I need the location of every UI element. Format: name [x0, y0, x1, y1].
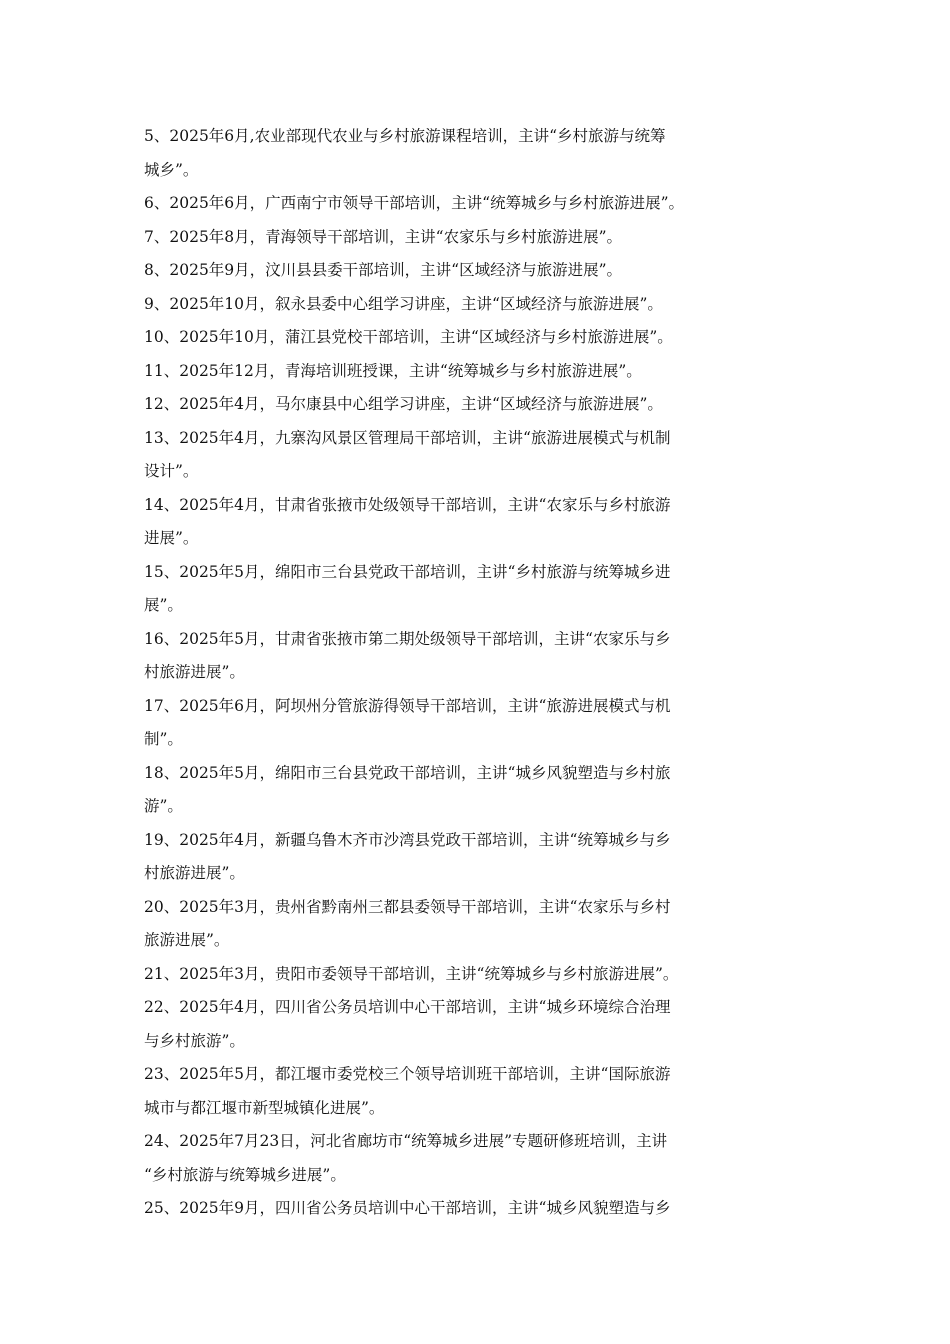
- text-line: 与乡村旅游”。: [144, 1031, 245, 1050]
- text-line: 6、2025年6月，广西南宁市领导干部培训，主讲“统筹城乡与乡村旅游进展”。: [144, 194, 685, 212]
- text-line: 15、2025年5月，绵阳市三台县党政干部培训，主讲“乡村旅游与统筹城乡进: [144, 562, 671, 581]
- text-line: 8、2025年9月，汶川县县委干部培训，主讲“区域经济与旅游进展”。: [144, 261, 623, 279]
- text-line: 12、2025年4月，马尔康县中心组学习讲座，主讲“区域经济与旅游进展”。: [144, 395, 663, 413]
- text-line: 7、2025年8月，青海领导干部培训，主讲“农家乐与乡村旅游进展”。: [144, 227, 623, 246]
- text-line: 9、2025年10月，叙永县委中心组学习讲座，主讲“区域经济与旅游进展”。: [144, 294, 663, 313]
- text-line: “乡村旅游与统筹城乡进展”。: [144, 1165, 346, 1184]
- text-line: 23、2025年5月，都江堰市委党校三个领导培训班干部培训，主讲“国际旅游: [144, 1065, 671, 1083]
- text-line: 14、2025年4月，甘肃省张掖市处级领导干部培训，主讲“农家乐与乡村旅游: [144, 495, 671, 514]
- text-line: 制”。: [144, 730, 183, 748]
- text-line: 村旅游进展”。: [144, 864, 245, 882]
- text-line: 18、2025年5月，绵阳市三台县党政干部培训，主讲“城乡风貌塑造与乡村旅: [144, 763, 671, 782]
- text-line: 13、2025年4月，九寨沟风景区管理局干部培训，主讲“旅游进展模式与机制: [144, 428, 671, 447]
- text-line: 16、2025年5月，甘肃省张掖市第二期处级领导干部培训，主讲“农家乐与乡: [144, 629, 671, 648]
- text-line: 20、2025年3月，贵州省黔南州三都县委领导干部培训，主讲“农家乐与乡村: [144, 897, 671, 916]
- text-line: 21、2025年3月，贵阳市委领导干部培训，主讲“统筹城乡与乡村旅游进展”。: [144, 964, 679, 983]
- document-body: [144, 120, 744, 1259]
- text-line: 22、2025年4月，四川省公务员培训中心干部培训，主讲“城乡环境综合治理: [144, 998, 671, 1016]
- text-line: 19、2025年4月，新疆乌鲁木齐市沙湾县党政干部培训，主讲“统筹城乡与乡: [144, 830, 671, 849]
- text-line: 展”。: [144, 596, 183, 614]
- text-line: [144, 1226, 744, 1260]
- text-line: 设计”。: [144, 462, 199, 480]
- text-line: 24、2025年7月23日，河北省廊坊市“统筹城乡进展”专题研修班培训，主讲: [144, 1132, 668, 1150]
- text-line: 村旅游进展”。: [144, 663, 245, 681]
- text-line: 25、2025年9月，四川省公务员培训中心干部培训，主讲“城乡风貌塑造与乡: [144, 1199, 671, 1217]
- text-line: 城市与都江堰市新型城镇化进展”。: [144, 1098, 385, 1117]
- text-line: 城乡”。: [144, 160, 199, 179]
- text-line: 11、2025年12月，青海培训班授课，主讲“统筹城乡与乡村旅游进展”。: [144, 361, 642, 380]
- text-line: 17、2025年6月，阿坝州分管旅游得领导干部培训，主讲“旅游进展模式与机: [144, 696, 671, 715]
- text-line: 旅游进展”。: [144, 931, 230, 949]
- text-line: 游”。: [144, 797, 183, 815]
- text-line: 进展”。: [144, 529, 199, 547]
- text-line: 10、2025年10月，蒲江县党校干部培训，主讲“区域经济与乡村旅游进展”。: [144, 328, 673, 346]
- text-line: 5、2025年6月,农业部现代农业与乡村旅游课程培训，主讲“乡村旅游与统筹: [144, 127, 666, 145]
